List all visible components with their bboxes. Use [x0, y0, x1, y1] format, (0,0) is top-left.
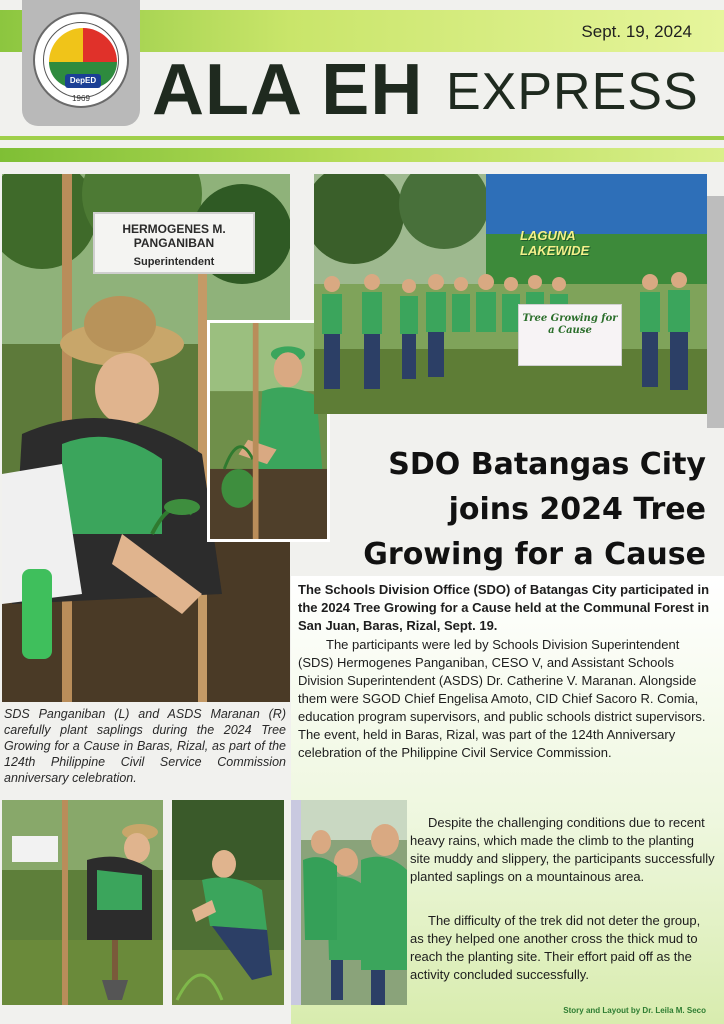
photo-group	[314, 174, 707, 414]
seal-year: 1969	[72, 94, 90, 103]
divider-thick	[0, 148, 724, 162]
deped-badge: DepED	[65, 74, 101, 88]
photo-teacher-planting	[172, 800, 284, 1005]
article-lead: The Schools Division Office (SDO) of Batangas City participated in the 2024 Tree Growing for a Cause held at the Communal Forest in San Juan, Baras, Rizal, Sept. 19.	[298, 582, 710, 633]
banner-tree-growing: Tree Growing for a Cause	[518, 304, 622, 366]
name-sign	[93, 212, 255, 274]
sign-name: HERMOGENES M. PANGANIBAN	[122, 222, 226, 250]
photo-caption: SDS Panganiban (L) and ASDS Maranan (R) carefully plant saplings during the 2024 Tree Growing for a Cause in Baras, Rizal, as part of the 124th Philippine Civil Service Commission anniversary celebration.	[4, 707, 286, 785]
photo-asds-planting	[207, 320, 330, 542]
article-paragraph-1: The participants were led by Schools Division Superintendent (SDS) Hermogenes Panganiban, CESO V, and Assistant Schools Division Superintendent (ASDS) Dr. Catherine V. Maranan. Alongside them were SGOD Chief Engelisa Amoto, CID Chief Sacoro R. Comia, education program supervisors, and public schools district supervisors. The event, held in Baras, Rizal, was part of the 124th Anniversary celebration of the Philippine Civil Service Commission.	[298, 637, 706, 760]
photo-participants-climbing	[291, 800, 407, 1005]
sign-role: Superintendent	[133, 256, 215, 268]
newsletter-subtitle: EXPRESS	[446, 63, 699, 121]
layout-credit: Story and Layout by Dr. Leila M. Seco	[563, 1006, 706, 1015]
issue-date: Sept. 19, 2024	[581, 22, 692, 41]
side-accent	[707, 196, 724, 428]
article-headline: SDO Batangas City joins 2024 Tree Growing for a Cause	[363, 447, 706, 572]
banner-laguna-lakewide: LAGUNA LAKEWIDE	[520, 228, 590, 258]
article-paragraph-3: The difficulty of the trek did not deter the group, as they helped one another cross the thick mud to reach the planting site. Their effort paid off as the activity concluded successfully.	[410, 913, 701, 982]
newsletter-title: ALA EH	[152, 50, 424, 130]
division-seal-logo	[33, 12, 129, 108]
photo-sds-shovel	[2, 800, 163, 1005]
article-paragraph-2: Despite the challenging conditions due to recent heavy rains, which made the climb to the planting site muddy and slippery, the participants successfully planted saplings on a mountainous area.	[410, 815, 715, 884]
divider-thin	[0, 136, 724, 140]
